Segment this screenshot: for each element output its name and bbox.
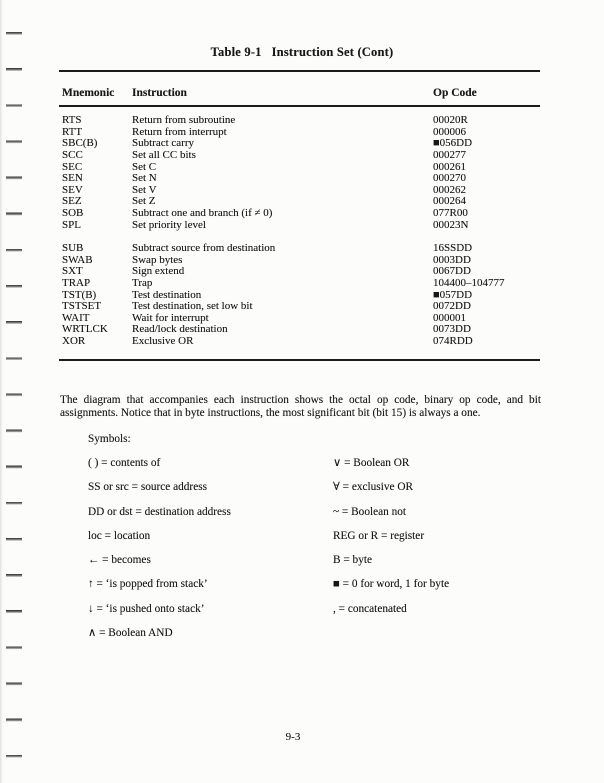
opcode-cell: 16SSDD	[433, 242, 473, 254]
symbol-definition: ↓ = ‘is pushed onto stack’	[88, 602, 205, 615]
symbol-definition: ( ) = contents of	[88, 457, 161, 469]
symbol-definition: , = concatenated	[333, 602, 407, 615]
table-row	[0, 277, 604, 289]
opcode-cell: 0067DD	[433, 265, 471, 278]
symbols-left-column	[88, 457, 231, 651]
symbol-definition: ■ = 0 for word, 1 for byte	[333, 578, 450, 591]
opcode-cell: 00020R	[433, 114, 468, 126]
instruction-cell: Subtract one and branch (if ≠ 0)	[132, 207, 273, 220]
instruction-cell: Exclusive OR	[132, 335, 194, 348]
instruction-cell: Wait for interrupt	[132, 311, 209, 324]
mnemonic-cell: WRTLCK	[62, 323, 108, 336]
symbol-definition: B = byte	[333, 554, 373, 567]
table-row	[0, 114, 604, 126]
instruction-cell: Set priority level	[132, 218, 206, 231]
mnemonic-cell: SPL	[62, 218, 81, 231]
table-row	[0, 137, 604, 149]
opcode-cell: 104400–104777	[433, 276, 505, 289]
table-title: Table 9-1 Instruction Set (Cont)	[210, 45, 394, 59]
mnemonic-cell: TST(B)	[62, 288, 97, 301]
mnemonic-cell: XOR	[62, 335, 86, 348]
symbol-definition: ∀ = exclusive OR	[333, 481, 414, 494]
opcode-cell: 0073DD	[433, 323, 471, 336]
table-row	[0, 335, 604, 347]
opcode-cell: 000261	[433, 160, 466, 173]
table-row	[0, 254, 604, 266]
table-row	[0, 172, 604, 184]
instruction-cell: Test destination	[132, 288, 202, 301]
instruction-cell: Set C	[132, 160, 157, 173]
symbol-definition: REG or R = register	[333, 529, 425, 542]
body-paragraph: The diagram that accompanies each instruction shows the octal op code, binary op code, and bit assignments. Notice that in byte instructions, the most significant bit (bit 15) is always a one.	[60, 394, 541, 419]
instruction-cell: Set all CC bits	[132, 148, 196, 161]
mnemonic-cell: RTT	[62, 125, 83, 138]
symbol-definition: ← = becomes	[88, 554, 151, 567]
table-row	[0, 184, 604, 196]
symbol-definition: ~ = Boolean not	[333, 505, 407, 518]
table-row	[0, 161, 604, 173]
symbol-definition: SS or src = source address	[88, 481, 208, 494]
mnemonic-cell: TSTSET	[62, 300, 102, 313]
instruction-cell: Subtract source from destination	[132, 242, 276, 254]
mnemonic-cell: SEC	[62, 160, 83, 173]
instruction-cell: Read/lock destination	[132, 323, 228, 336]
symbol-definition: ∨ = Boolean OR	[333, 457, 410, 469]
opcode-cell: 00023N	[433, 218, 469, 231]
mnemonic-cell: SEN	[62, 172, 83, 185]
mnemonic-cell: SCC	[62, 148, 83, 161]
symbols-heading: Symbols:	[88, 433, 131, 445]
opcode-cell: ■057DD	[433, 288, 473, 301]
opcode-cell: 000262	[433, 183, 466, 196]
opcode-cell: 000277	[433, 148, 466, 161]
opcode-cell: 074RDD	[433, 335, 473, 348]
table-row	[0, 195, 604, 207]
instruction-cell: Return from subroutine	[132, 114, 236, 126]
opcode-cell: 0072DD	[433, 300, 471, 313]
page-number: 9-3	[285, 731, 301, 743]
column-header-opcode: Op Code	[433, 87, 477, 99]
table-row	[0, 149, 604, 161]
symbol-definition: DD or dst = destination address	[88, 505, 231, 518]
table-row	[0, 289, 604, 301]
column-header-mnemonic: Mnemonic	[62, 87, 115, 99]
mnemonic-cell: SWAB	[62, 253, 93, 266]
instruction-cell: Set V	[132, 183, 157, 196]
table-row	[0, 219, 604, 231]
table-row	[0, 312, 604, 324]
instruction-rows-group-1	[0, 114, 604, 230]
table-top-rule	[59, 70, 540, 72]
table-row	[0, 126, 604, 138]
opcode-cell: 000006	[433, 125, 466, 138]
column-header-instruction: Instruction	[132, 87, 187, 99]
opcode-cell: 000270	[433, 172, 466, 185]
instruction-cell: Swap bytes	[132, 253, 183, 266]
table-row	[0, 300, 604, 312]
instruction-cell: Set N	[132, 172, 157, 185]
opcode-cell: 0003DD	[433, 253, 471, 266]
opcode-cell: ■056DD	[433, 137, 473, 150]
symbol-definition: loc = location	[88, 529, 151, 542]
symbols-right-column	[333, 457, 449, 627]
instruction-cell: Sign extend	[132, 265, 185, 278]
opcode-cell: 000001	[433, 311, 466, 324]
symbol-definition: ∧ = Boolean AND	[88, 627, 173, 640]
mnemonic-cell: SEV	[62, 183, 83, 196]
instruction-cell: Set Z	[132, 195, 156, 208]
table-row	[0, 242, 604, 254]
mnemonic-cell: RTS	[62, 114, 82, 126]
instruction-cell: Subtract carry	[132, 137, 194, 150]
instruction-cell: Test destination, set low bit	[132, 300, 253, 313]
instruction-rows-group-2	[0, 242, 604, 347]
mnemonic-cell: SEZ	[62, 195, 82, 208]
opcode-cell: 000264	[433, 195, 466, 208]
table-header-rule	[59, 105, 540, 107]
instruction-cell: Trap	[132, 276, 153, 289]
instruction-cell: Return from interrupt	[132, 125, 227, 138]
mnemonic-cell: TRAP	[62, 276, 91, 289]
opcode-cell: 077R00	[433, 207, 468, 220]
mnemonic-cell: SUB	[62, 242, 84, 254]
table-bottom-rule	[59, 359, 540, 361]
table-row	[0, 323, 604, 335]
mnemonic-cell: SOB	[62, 207, 84, 220]
mnemonic-cell: WAIT	[62, 311, 90, 324]
table-row	[0, 265, 604, 277]
table-row	[0, 207, 604, 219]
mnemonic-cell: SBC(B)	[62, 137, 98, 150]
symbol-definition: ↑ = ‘is popped from stack’	[88, 578, 208, 591]
mnemonic-cell: SXT	[62, 265, 83, 278]
